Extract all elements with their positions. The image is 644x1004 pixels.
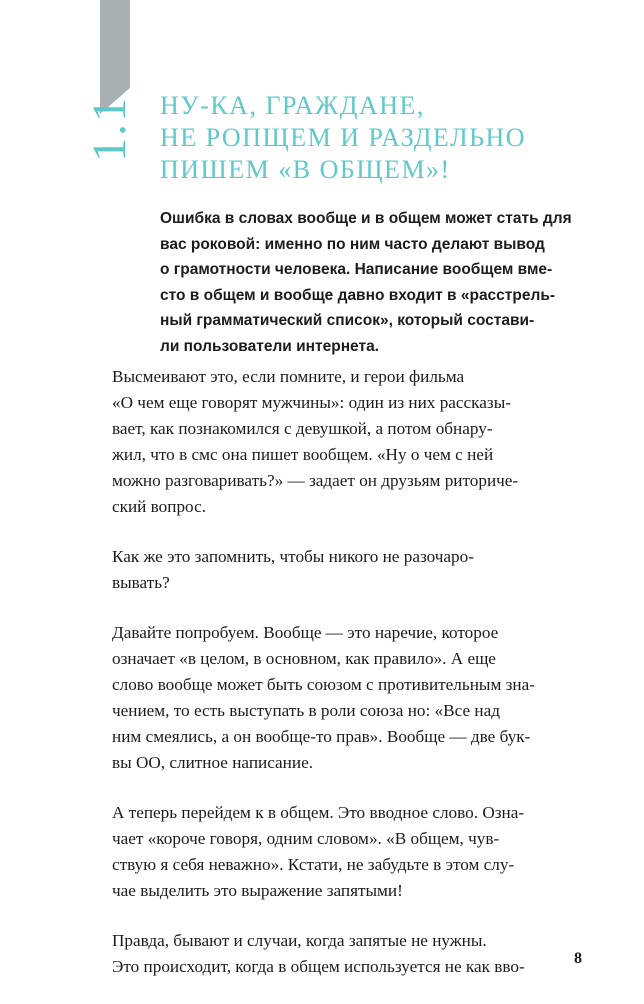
text-line: вывать? [112, 573, 170, 592]
text-line: ним смеялись, а он вообще-то прав». Вообще — две бук- [112, 727, 531, 746]
text-line: жил, что в смс она пишет вообщем. «Ну о чем с ней [112, 445, 494, 464]
paragraph-question [112, 544, 582, 596]
lead-line: о грамотности человека. Написание вообщем вме- [160, 261, 553, 278]
text-line: ствую я себя неважно». Кстати, не забудьте в этом слу- [112, 855, 515, 874]
text-line: чае выделить это выражение запятыми! [112, 881, 403, 900]
paragraph-v-obshchem [112, 800, 582, 904]
lead-line: ный грамматический список», который состави- [160, 312, 535, 329]
text-line: Давайте попробуем. Вообще — это наречие, которое [112, 623, 499, 642]
text-line: А теперь перейдем к в общем. Это вводное слово. Озна- [112, 803, 525, 822]
text-line: ский вопрос. [112, 497, 207, 516]
lead-line: вас роковой: именно по ним часто делают вывод [160, 235, 545, 253]
text-line: означает «в целом, в основном, как правило». А еще [112, 649, 496, 668]
text-line: вает, как познакомился с девушкой, а потом обнару- [112, 419, 493, 438]
paragraph-voobshche [112, 620, 582, 776]
body-text [112, 364, 582, 1004]
lead-line: Ошибка в словах вообще и в общем может стать для [160, 210, 572, 227]
text-line: Правда, бывают и случаи, когда запятые не нужны. [112, 931, 487, 950]
paragraph-film [112, 364, 582, 520]
text-line: можно разговаривать?» — задает он друзьям риториче- [112, 471, 519, 490]
chapter-title-line: НЕ РОПЩЕМ И РАЗДЕЛЬНО [160, 123, 527, 152]
text-line: Это происходит, когда в общем используется не как вво- [112, 957, 525, 976]
text-line: вы ОО, слитное написание. [112, 753, 314, 772]
text-line: чает «короче говоря, одним словом». «В общем, чув- [112, 829, 500, 848]
lead-line: сто в общем и вообще давно входит в «расстрель- [160, 286, 556, 304]
text-line: «О чем еще говорят мужчины»: один из них рассказы- [112, 393, 511, 412]
chapter-title-line: ПИШЕМ «В ОБЩЕМ»! [160, 155, 451, 184]
chapter-title [160, 90, 600, 186]
paragraph-commas [112, 928, 582, 980]
text-line: Высмеивают это, если помните, и герои фильма [112, 367, 465, 386]
chapter-number: 1.1 [83, 96, 136, 162]
text-line: чением, то есть выступать в роли союза но: «Все над [112, 701, 500, 720]
text-line: слово вообще может быть союзом с противительным зна- [112, 675, 535, 694]
page-number: 8 [574, 950, 582, 967]
lead-paragraph [160, 206, 580, 359]
text-line: Как же это запомнить, чтобы никого не разочаро- [112, 547, 474, 566]
chapter-title-line: НУ-КА, ГРАЖДАНЕ, [160, 91, 425, 120]
lead-line: ли пользователи интернета. [160, 337, 379, 355]
